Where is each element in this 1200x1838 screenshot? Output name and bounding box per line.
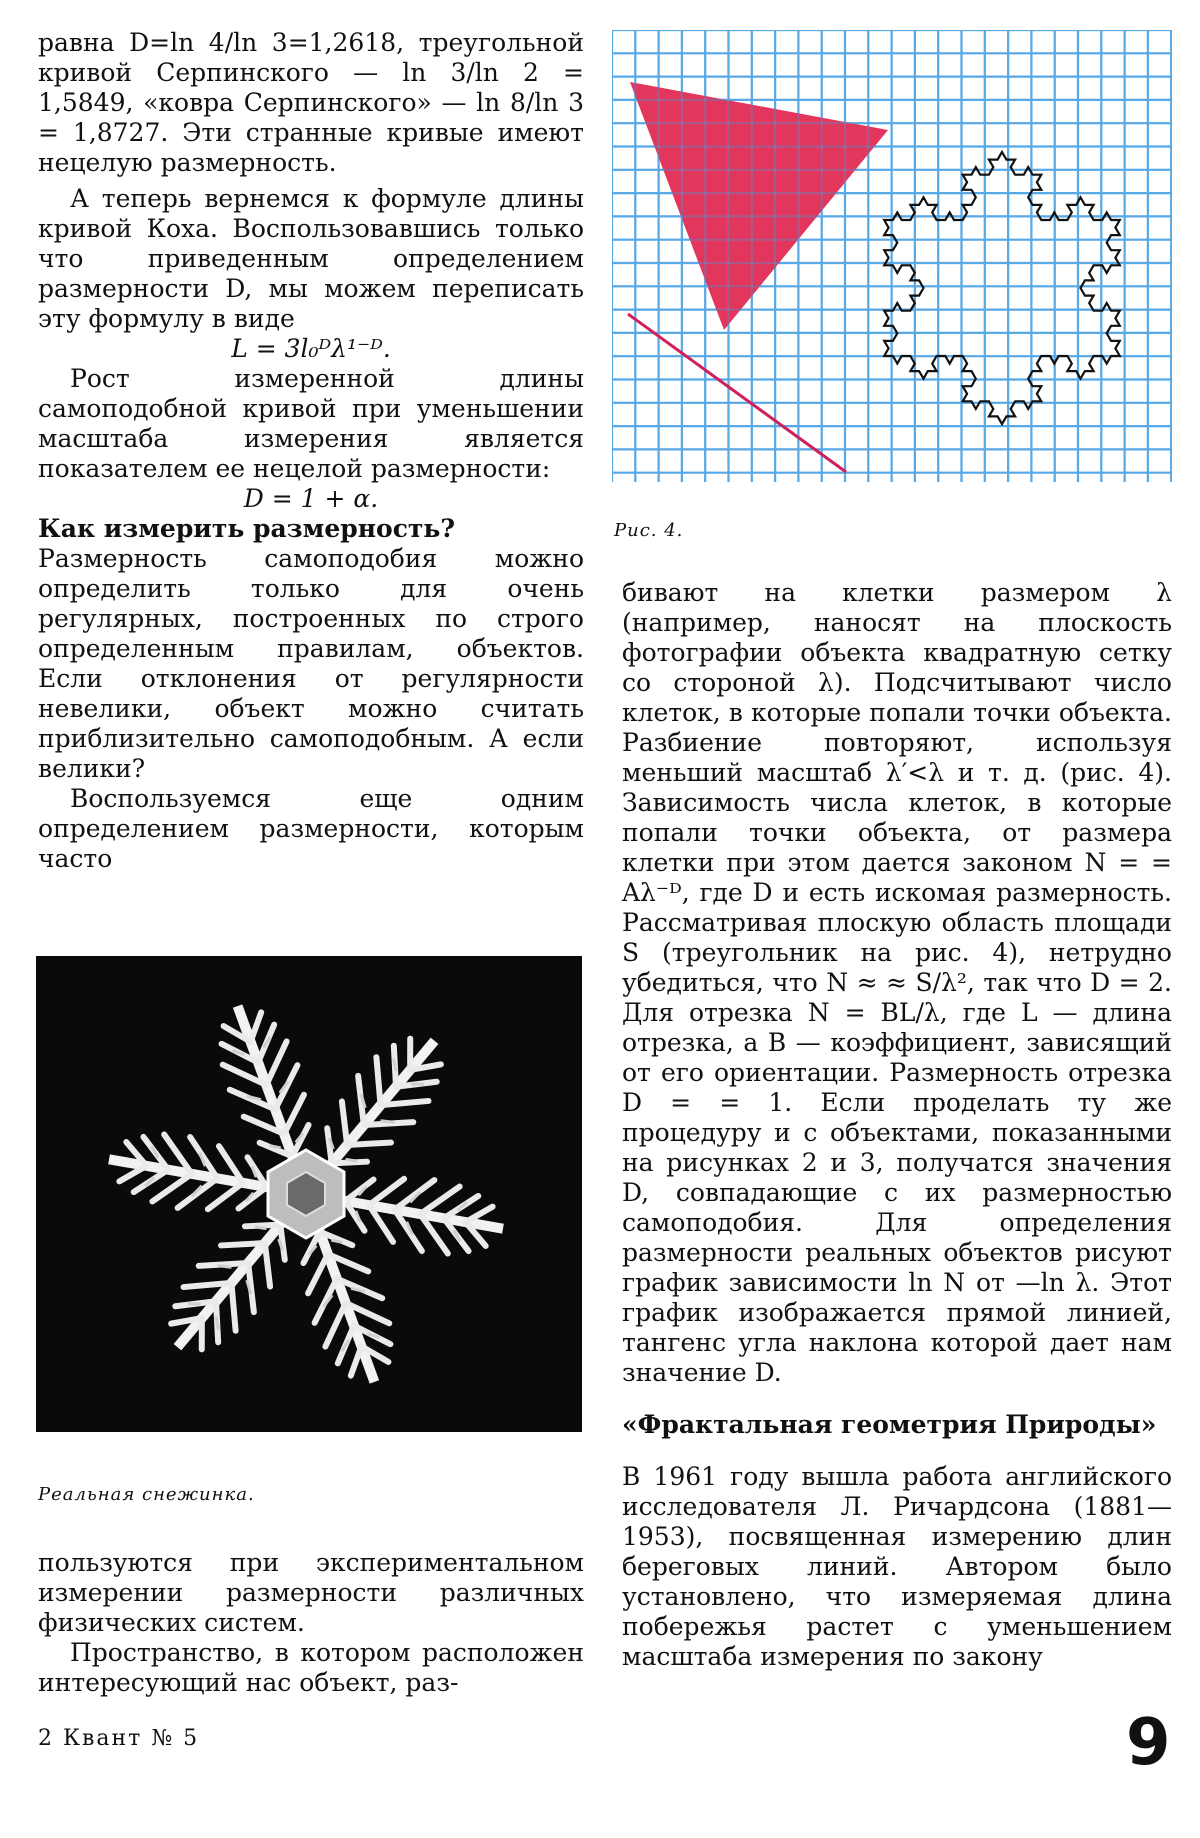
snowflake-image [36,956,582,1432]
paragraph: равна D=ln 4/ln 3=1,2618, треугольной кривой Серпинского — ln 3/ln 2 = 1,5849, «ковра Серпинского» — ln 8/ln 3 = 1,8727. Эти странные кривые имеют нецелую размерность. [38,28,584,177]
paragraph: Пространство, в котором расположен интересующий нас объект, раз- [38,1638,584,1697]
page-number: 9 [1126,1706,1171,1780]
formula: L = 3l₀ᴰλ¹⁻ᴰ. [231,334,391,363]
right-column [622,578,1172,1672]
figure-4-caption: Рис. 4. [614,520,684,541]
paragraph: Размерность самоподобия можно определить только для очень регулярных, построенных по строго определенным правилам, объектов. Если отклонения от регулярности невелики, объект можно считать приблизительно самоподобным. А если велики? [38,544,584,783]
formula: D = 1 + α. [243,484,379,513]
triangle-shape [630,82,888,330]
paragraph: Рост измеренной длины самоподобной кривой при уменьшении масштаба измерения является показателем ее нецелой размерности: [38,364,584,483]
paragraph: В 1961 году вышла работа английского исследователя Л. Ричардсона (1881—1953), посвященная измерению длин береговых линий. Автором было установлено, что измеряемая длина побережья растет с уменьшением масштаба измерения по закону [622,1462,1172,1671]
paragraph: А теперь вернемся к формуле длины кривой Коха. Воспользовавшись только что приведенным определением размерности D, мы можем переписать эту формулу в виде [38,184,584,333]
issue-label: 2 Квант № 5 [38,1726,200,1751]
section-heading: «Фрактальная геометрия Природы» [622,1410,1157,1439]
paragraph: бивают на клетки размером λ (например, наносят на плоскость фотографии объекта квадратную сетку со стороной λ). Подсчитывают число клеток, в которые попали точки объекта. Разбиение повторяют, используя меньший масштаб λ′<λ и т. д. (рис. 4). Зависимость числа клеток, в которые попали точки объекта, от размера клетки при этом дается законом N = = Aλ⁻ᴰ, где D и есть искомая размерность. Рассматривая плоскую область площади S (треугольник на рис. 4), нетрудно убедиться, что N ≈ ≈ S/λ², так что D = 2. Для отрезка N = BL/λ, где L — длина отрезка, а B — коэффициент, зависящий от его ориентации. Размерность отрезка D = = 1. Если проделать ту же процедуру и с объектами, показанными на рисунках 2 и 3, получатся значения D, совпадающие с их размерностью самоподобия. Для определения размерности реальных объектов рисуют график зависимости ln N от —ln λ. Этот график изображается прямой линией, тангенс угла наклона которой дает нам значение D. [622,578,1172,1387]
paragraph: пользуются при экспериментальном измерении размерности различных физических систем. [38,1548,584,1637]
snowflake-caption: Реальная снежинка. [38,1484,255,1505]
figure-4 [612,30,1172,482]
left-column-bottom [38,1548,584,1698]
snowflake-photo [36,956,582,1432]
left-column-top [38,28,584,874]
section-heading: Как измерить размерность? [38,514,456,543]
paragraph: Воспользуемся еще одним определением размерности, которым часто [38,784,584,873]
